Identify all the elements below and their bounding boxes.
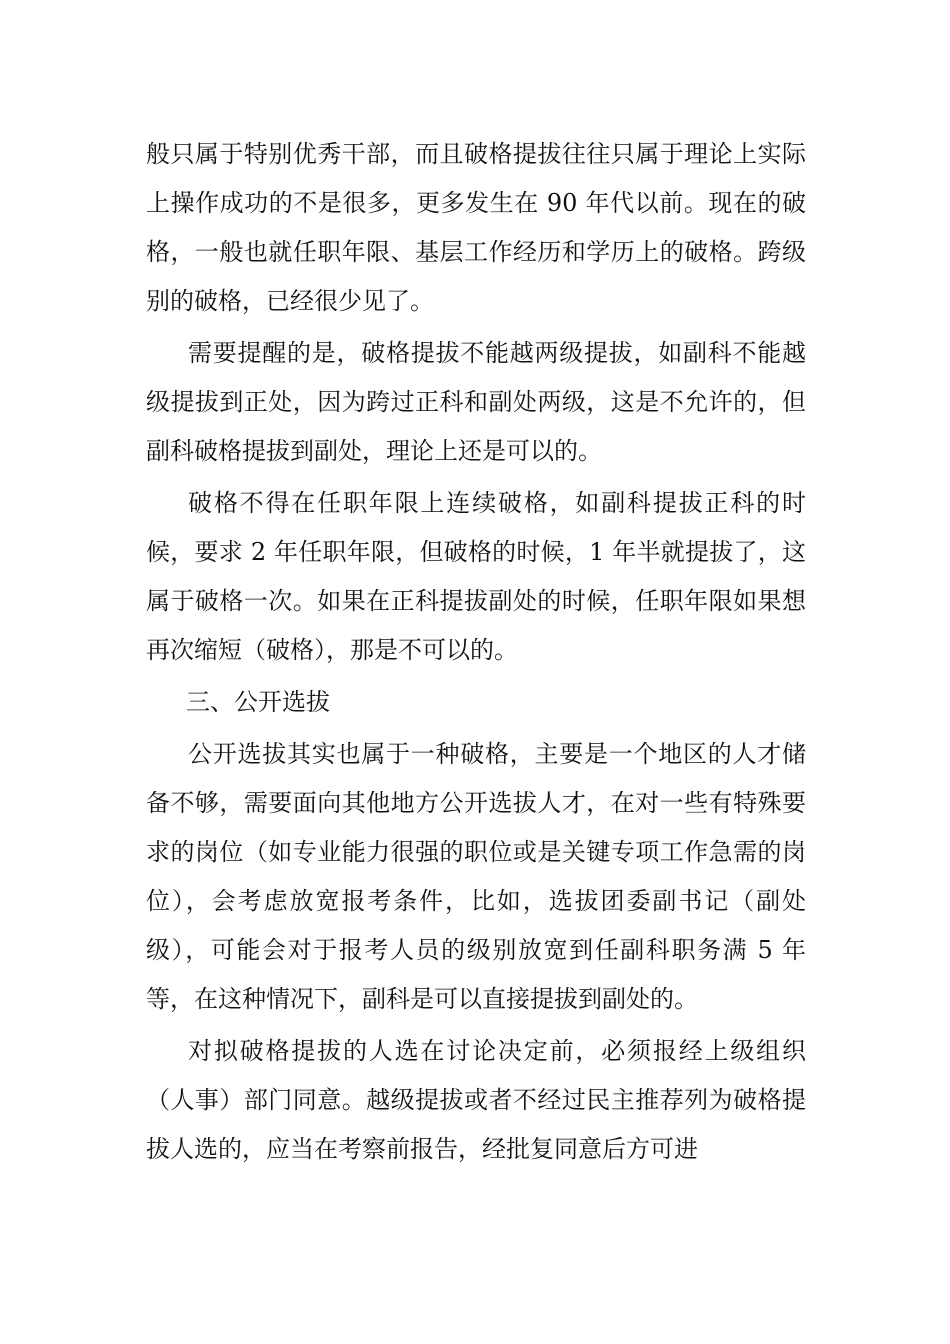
paragraph: 对拟破格提拔的人选在讨论决定前，必须报经上级组织（人事）部门同意。越级提拔或者不经过民主推荐列为破格提拔人选的，应当在考察前报告，经批复同意后方可进 <box>146 1037 806 1163</box>
document-body <box>146 130 806 1177</box>
paragraph: 破格不得在任职年限上连续破格，如副科提拔正科的时候，要求 2 年任职年限，但破格的时候，1 年半就提拔了，这属于破格一次。如果在正科提拔副处的时候，任职年限如果想再次缩短（破格），那是不可以的。 <box>146 489 806 664</box>
section-heading: 三、公开选拔 <box>186 688 330 716</box>
paragraph-continued: 般只属于特别优秀干部，而且破格提拔往往只属于理论上实际上操作成功的不是很多，更多发生在 90 年代以前。现在的破格，一般也就任职年限、基层工作经历和学历上的破格。跨级别的破格，已经很少见了。 <box>146 140 806 315</box>
paragraph: 公开选拔其实也属于一种破格，主要是一个地区的人才储备不够，需要面向其他地方公开选拔人才，在对一些有特殊要求的岗位（如专业能力很强的职位或是关键专项工作急需的岗位），会考虑放宽报考条件，比如，选拔团委副书记（副处级），可能会对于报考人员的级别放宽到任副科职务满 5 年等，在这种情况下，副科是可以直接提拔到副处的。 <box>146 740 806 1013</box>
paragraph: 需要提醒的是，破格提拔不能越两级提拔，如副科不能越级提拔到正处，因为跨过正科和副处两级，这是不允许的，但副科破格提拔到副处，理论上还是可以的。 <box>146 339 806 465</box>
